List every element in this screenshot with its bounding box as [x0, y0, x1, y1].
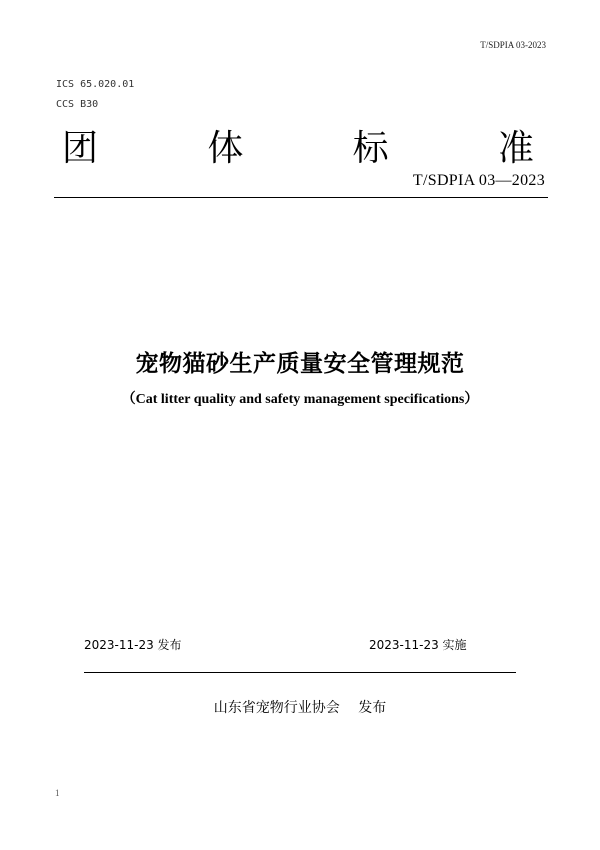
- standard-type-char: 标: [352, 127, 389, 169]
- implement-date: 2023-11-23 实施: [369, 638, 467, 652]
- publisher: 山东省宠物行业协会 发布: [213, 700, 387, 716]
- document-title: 宠物猫砂生产质量安全管理规范: [135, 351, 465, 377]
- standard-number: T/SDPIA 03—2023: [412, 172, 545, 189]
- standard-type-char: 准: [497, 127, 534, 169]
- standard-type-char: 体: [207, 127, 244, 169]
- standard-type-title: [58, 122, 538, 168]
- bottom-divider: [84, 672, 516, 673]
- document-english-title: （Cat litter quality and safety management specifications）: [121, 392, 479, 407]
- ccs-code: CCS B30: [56, 99, 99, 110]
- ics-code: ICS 65.020.01: [56, 79, 135, 90]
- publish-date: 2023-11-23 发布: [84, 638, 182, 652]
- header-standard-code: T/SDPIA 03-2023: [480, 40, 546, 50]
- standard-type-char: 团: [61, 127, 98, 169]
- page-number: 1: [55, 788, 60, 798]
- top-divider: [54, 197, 548, 198]
